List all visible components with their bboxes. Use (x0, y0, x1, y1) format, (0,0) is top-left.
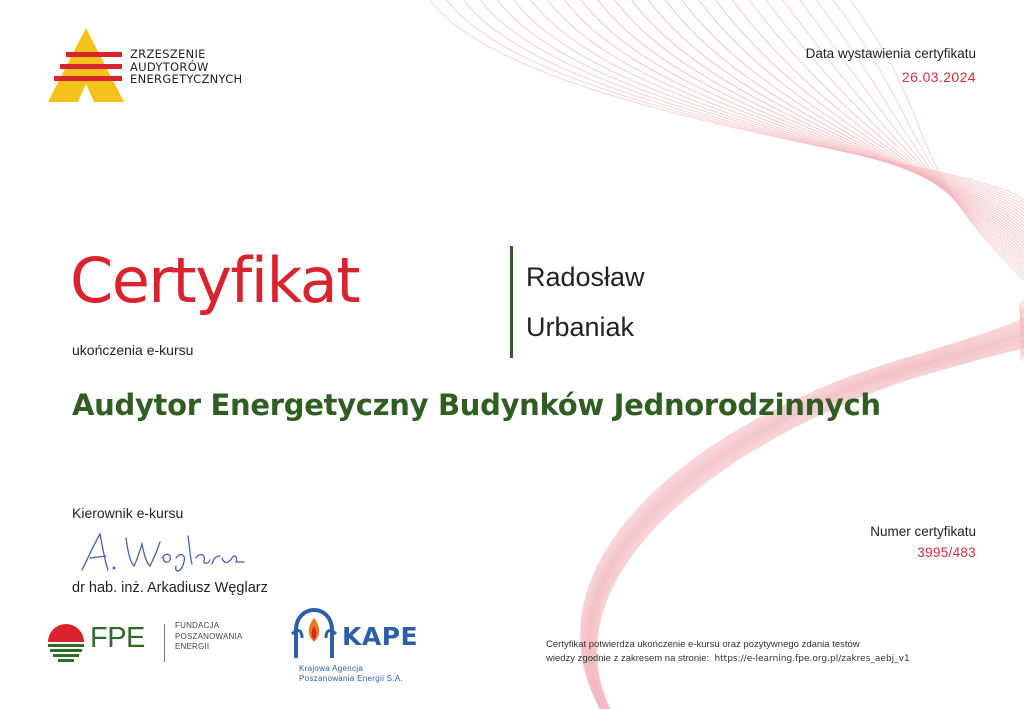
fpe-name-line: FUNDACJA (175, 621, 220, 630)
verification-note (546, 638, 910, 666)
fpe-name-line: ENERGII (175, 642, 210, 651)
kape-acronym: KAPE (342, 622, 419, 651)
kape-logo (288, 604, 438, 686)
certificate-title: Certyfikat (70, 244, 360, 317)
issue-date-label: Data wystawienia certyfikatu (805, 46, 976, 61)
fpe-sun-icon (46, 622, 86, 664)
organization-logo (46, 26, 276, 104)
fpe-full-name (175, 621, 242, 653)
verification-note-prefix: wiedzy zgodnie z zakresem na stronie: (546, 653, 710, 664)
certificate-subtitle: ukończenia e-kursu (72, 342, 194, 358)
fpe-separator (164, 624, 165, 662)
fpe-logo (46, 620, 266, 670)
course-name: Audytor Energetyczny Budynków Jednorodzinnych (72, 388, 881, 422)
organization-name-line: ZRZESZENIE (130, 47, 206, 61)
issue-date-block (806, 46, 976, 85)
verification-note-line: Certyfikat potwierdza ukończenie e-kursu oraz pozytywnego zdania testów (546, 639, 860, 650)
issue-date-value: 26.03.2024 (901, 69, 976, 85)
kape-full-name (299, 664, 403, 683)
fpe-name-line: POSZANOWANIA (175, 631, 243, 641)
recipient-divider (510, 246, 513, 358)
fpe-acronym: FPE (90, 622, 145, 654)
kape-name-line: Poszanowania Energii S.A. (299, 673, 403, 683)
kape-flame-icon (288, 604, 340, 660)
triangle-a-icon (46, 26, 126, 104)
certificate-number-block (870, 524, 976, 560)
recipient-last-name: Urbaniak (526, 312, 635, 342)
organization-name-line: ENERGETYCZNYCH (130, 72, 243, 86)
verification-url-link[interactable]: https://e-learning.fpe.org.pl/zakres_aebj_v1 (714, 654, 910, 664)
wave-line (589, 0, 1024, 709)
recipient-first-name: Radosław (526, 262, 645, 292)
organization-name-line: AUDYTORÓW (130, 59, 209, 74)
handwritten-signature (74, 528, 254, 576)
course-manager-name: dr hab. inż. Arkadiusz Węglarz (72, 580, 268, 596)
course-manager-label: Kierownik e-kursu (72, 505, 184, 521)
certificate-number-label: Numer certyfikatu (870, 524, 976, 539)
certificate-number-value: 3995/483 (917, 545, 976, 560)
kape-name-line: Krajowa Agencja (299, 664, 364, 673)
organization-name (130, 48, 243, 86)
verification-note-line (546, 652, 910, 666)
